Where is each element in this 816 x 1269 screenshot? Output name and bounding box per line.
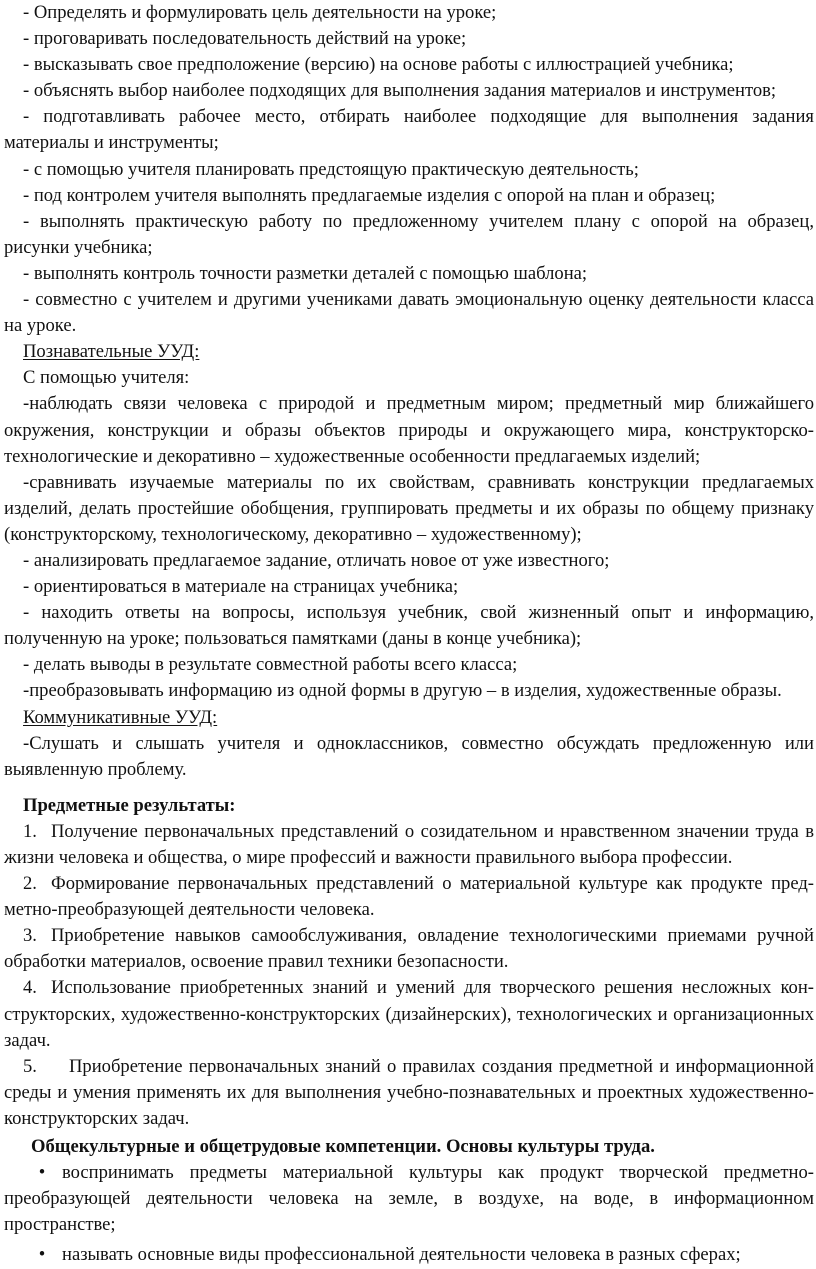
list-item: - с помощью учителя планировать предстоящую практическую деятельность; <box>23 158 639 180</box>
item-text: Получение первоначальных представлений о созидательном и нравственном значении труда в жизни человека и общества, о мире профессий и важности правильного выбора профессии. <box>4 820 814 868</box>
cognitive-uud-section <box>4 339 814 704</box>
list-item: - делать выводы в результате совместной работы всего класса; <box>23 654 518 676</box>
list-item: - совместно с учителем и другими учениками давать эмоциональную оценку деятельности класса на уроке. <box>4 289 814 337</box>
item-number: 5. <box>23 1055 37 1077</box>
list-item: - ориентироваться в материале на страницах учебника; <box>23 576 459 598</box>
section-heading <box>4 705 814 731</box>
list-item: - выполнять контроль точности разметки деталей с помощью шаблона; <box>23 262 588 284</box>
communicative-heading: Коммуникативные УУД: <box>23 706 218 728</box>
item-number: 3. <box>23 925 37 947</box>
numbered-item <box>4 871 814 923</box>
item-number: 4. <box>23 977 37 999</box>
numbered-item <box>4 975 814 1053</box>
list-item: -Слушать и слышать учителя и одноклассников, совместно обсуждать предложенную или выявленную проблему. <box>4 732 814 780</box>
item-text: Формирование первоначальных представлений о материальной культуре как продукте предметно-преобразующей деятельности человека. <box>4 873 814 921</box>
list-item: -сравнивать изучаемые материалы по их свойствам, сравнивать конструкции предлагаемых изделий, делать простейшие обобщения, группировать предметы и их образы по общему признаку (конструкторскому, технологическому, декоративно – художественному); <box>4 471 814 545</box>
bullet-icon: • <box>38 1162 46 1184</box>
numbered-item <box>4 923 814 975</box>
list-item: - объяснять выбор наиболее подходящих для выполнения задания материалов и инструментов; <box>23 80 777 102</box>
subject-results-section <box>4 793 814 1132</box>
list-item: - проговаривать последовательность действий на уроке; <box>23 28 467 50</box>
communicative-uud-section <box>4 705 814 783</box>
item-number: 1. <box>23 820 37 842</box>
list-item: - высказывать свое предположение (версию) на основе работы с иллюстрацией учебника; <box>23 54 734 76</box>
section-heading: Общекультурные и общетрудовые компетенции. Основы культуры труда. <box>31 1136 655 1158</box>
bullet-text: называть основные виды профессиональной деятельности человека в разных сферах; <box>62 1244 741 1266</box>
bullet-item <box>4 1242 814 1268</box>
list-item: - выполнять практическую работу по предложенному учителем плану с опорой на образец, рисунки учебника; <box>4 210 814 258</box>
cognitive-heading: Познавательные УУД: <box>23 341 200 363</box>
list-item: - подготавливать рабочее место, отбирать наиболее подходящие для выполнения задания материалы и инструменты; <box>4 106 814 154</box>
section-heading: Предметные результаты: <box>23 794 236 816</box>
bullet-text: воспринимать предметы материальной культуры как продукт творческой предметно-преобразующей деятельности человека на земле, в воздухе, на воде, в информационном пространстве; <box>4 1162 814 1236</box>
section-heading <box>4 339 814 365</box>
list-item: -наблюдать связи человека с природой и предметным миром; предметный мир ближайшего окружения, конструкции и образы объектов природы и окружающего мира, конструкторско-технологические и декоративно – художественные особенности предлагаемых изделий; <box>4 393 814 467</box>
list-item: - Определять и формулировать цель деятельности на уроке; <box>23 2 497 23</box>
numbered-item <box>4 819 814 871</box>
list-item: -преобразовывать информацию из одной формы в другую – в изделия, художественные образы. <box>23 680 782 702</box>
item-text: Использование приобретенных знаний и умений для творческого решения несложных конструкторских, художественно-конструкторских (дизайнерских), технологических и организационных задач. <box>4 977 814 1051</box>
bullet-icon: • <box>38 1244 46 1266</box>
competencies-section <box>4 1134 814 1268</box>
item-number: 2. <box>23 873 37 895</box>
list-item: - под контролем учителя выполнять предлагаемые изделия с опорой на план и образец; <box>23 184 716 206</box>
bullet-item <box>4 1160 814 1238</box>
regulatory-uud-section <box>4 0 814 339</box>
list-item: - находить ответы на вопросы, используя учебник, свой жизненный опыт и информацию, полученную на уроке; пользоваться памятками (даны в конце учебника); <box>4 602 814 650</box>
item-text: Приобретение навыков самообслуживания, овладение технологическими приемами ручной обработки материалов, освоение правил техники безопасности. <box>4 925 814 973</box>
item-text: Приобретение первоначальных знаний о правилах создания предметной и информационной среды и умения применять их для выполнения учебно-познавательных и проектных художественно-конструкторских задач. <box>4 1055 814 1129</box>
numbered-item <box>4 1054 814 1132</box>
list-item: - анализировать предлагаемое задание, отличать новое от уже известного; <box>23 549 610 571</box>
section-intro: С помощью учителя: <box>23 367 190 389</box>
